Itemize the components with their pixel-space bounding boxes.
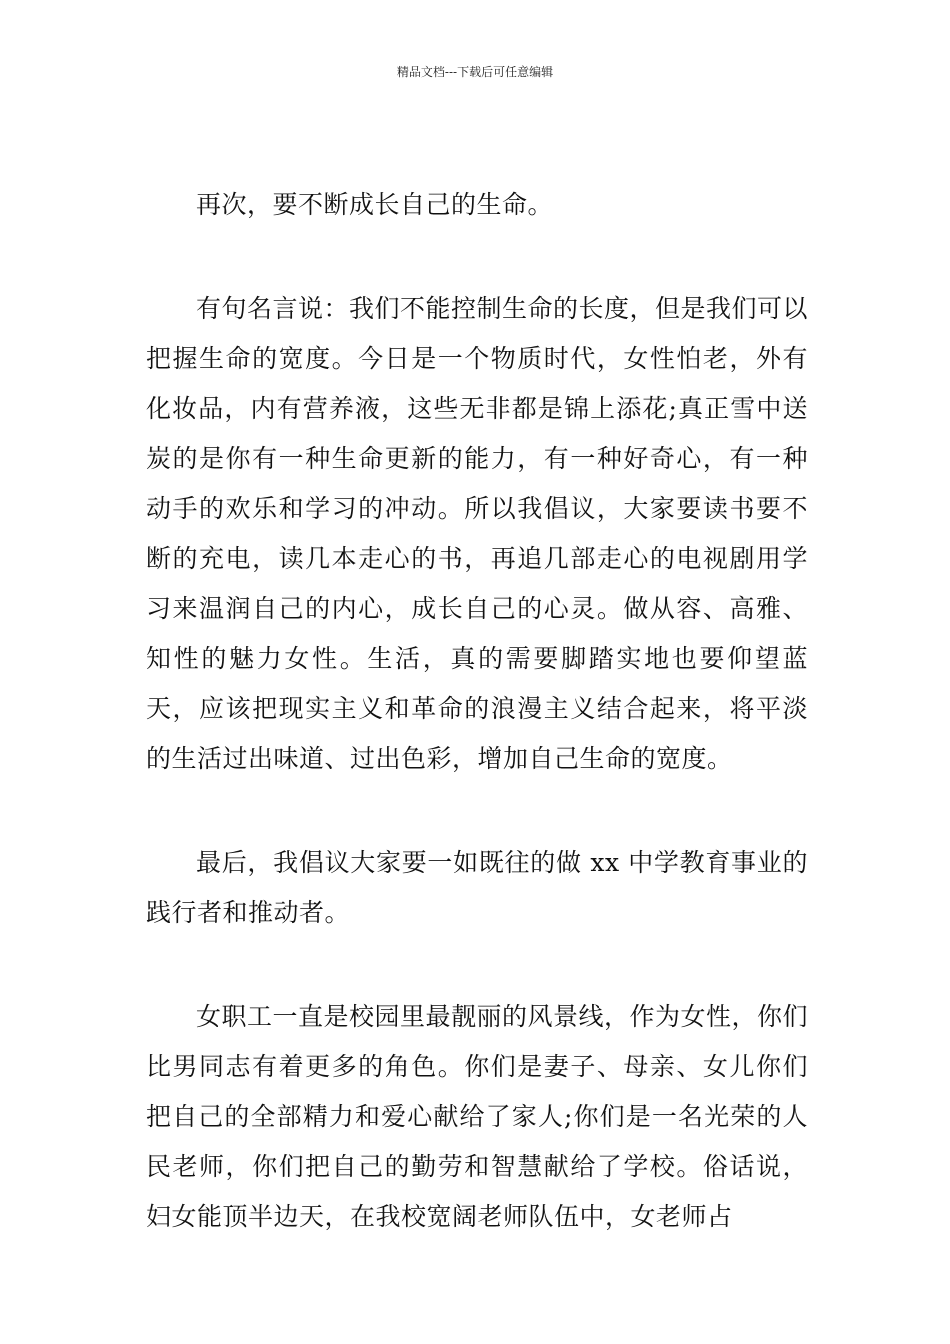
paragraph-3: 最后，我倡议大家要一如既往的做 xx 中学教育事业的践行者和推动者。 xyxy=(146,848,808,927)
paragraph-4: 女职工一直是校园里最靓丽的风景线，作为女性，你们比男同志有着更多的角色。你们是妻子、母亲、女儿你们把自己的全部精力和爱心献给了家人;你们是一名光荣的人民老师，你们把自己的勤劳和智慧献给了学校。俗话说，妇女能顶半边天，在我校宽阔老师队伍中，女老师占 xyxy=(146,1002,809,1231)
paragraph-2: 有句名言说：我们不能控制生命的长度，但是我们可以把握生命的宽度。今日是一个物质时代，女性怕老，外有化妆品，内有营养液，这些无非都是锦上添花;真正雪中送炭的是你有一种生命更新的能力，有一种好奇心，有一种动手的欢乐和学习的冲动。所以我倡议，大家要读书要不断的充电，读几本走心的书，再追几部走心的电视剧用学习来温润自己的内心，成长自己的心灵。做从容、高雅、知性的魅力女性。生活，真的需要脚踏实地也要仰望蓝天，应该把现实主义和革命的浪漫主义结合起来，将平淡的生活过出味道、过出色彩，增加自己生命的宽度。 xyxy=(146,294,809,773)
page-header: 精品文档---下载后可任意编辑 xyxy=(396,65,554,79)
document-body xyxy=(146,180,808,1242)
paragraph-1: 再次，要不断成长自己的生命。 xyxy=(196,190,554,219)
